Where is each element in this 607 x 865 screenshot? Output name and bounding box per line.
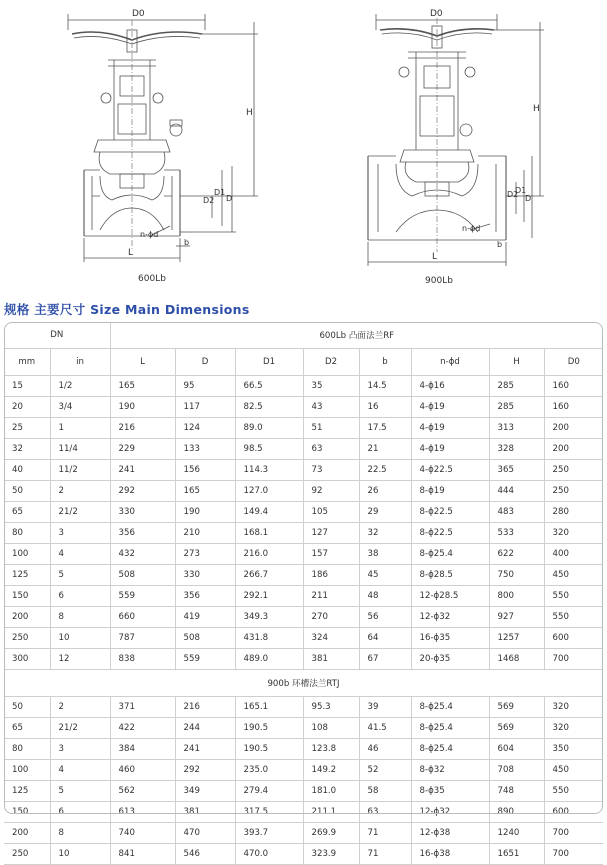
table-cell: 11/4 xyxy=(50,439,110,460)
table-cell: 292 xyxy=(110,481,175,502)
table-cell: 8-ϕ25.4 xyxy=(411,544,489,565)
table-cell: 250 xyxy=(544,460,603,481)
table-cell: 149.2 xyxy=(303,760,359,781)
table-cell: 156 xyxy=(175,460,235,481)
table-cell: 8 xyxy=(50,607,110,628)
dim-label-d0-left: D0 xyxy=(132,9,145,19)
table-cell: 8-ϕ22.5 xyxy=(411,502,489,523)
table-cell: 82.5 xyxy=(235,397,303,418)
table-cell: 51 xyxy=(303,418,359,439)
table-cell: 89.0 xyxy=(235,418,303,439)
table-cell: 127.0 xyxy=(235,481,303,502)
table-cell: 63 xyxy=(303,439,359,460)
table-cell: 422 xyxy=(110,718,175,739)
table-cell: 381 xyxy=(303,649,359,670)
table-cell: 470.0 xyxy=(235,844,303,865)
table-cell: 22.5 xyxy=(359,460,411,481)
table-cell: 1 xyxy=(50,418,110,439)
table-cell: 211 xyxy=(303,586,359,607)
table-cell: 117 xyxy=(175,397,235,418)
dim-label-h-right: H xyxy=(533,104,540,114)
table-cell: 600 xyxy=(544,802,603,823)
table-cell: 604 xyxy=(489,739,544,760)
table-cell: 105 xyxy=(303,502,359,523)
table-cell: 444 xyxy=(489,481,544,502)
table-cell: 4 xyxy=(50,544,110,565)
dim-label-l-right: L xyxy=(432,252,438,262)
table-row xyxy=(4,739,603,760)
table-cell: 12-ϕ38 xyxy=(411,823,489,844)
table-cell: 133 xyxy=(175,439,235,460)
table-cell: 1651 xyxy=(489,844,544,865)
table-cell: 12-ϕ32 xyxy=(411,802,489,823)
table-cell: 168.1 xyxy=(235,523,303,544)
table-cell: 200 xyxy=(544,418,603,439)
table-cell: 550 xyxy=(544,781,603,802)
table-cell: 65 xyxy=(4,718,50,739)
table-cell: 211.1 xyxy=(303,802,359,823)
dim-label-b-right: b xyxy=(497,240,503,249)
col-header: D1 xyxy=(235,349,303,376)
table-cell: 292 xyxy=(175,760,235,781)
table-cell: 149.4 xyxy=(235,502,303,523)
table-row xyxy=(4,760,603,781)
table-cell: 165 xyxy=(110,376,175,397)
table-cell: 8-ϕ19 xyxy=(411,481,489,502)
table-cell: 8-ϕ35 xyxy=(411,781,489,802)
table-cell: 324 xyxy=(303,628,359,649)
section-heading: 规格 主要尺寸 Size Main Dimensions xyxy=(4,302,250,317)
column-header-row xyxy=(4,349,603,376)
table-cell: 216 xyxy=(110,418,175,439)
table-row xyxy=(4,565,603,586)
table-cell: 50 xyxy=(4,481,50,502)
table-cell: 371 xyxy=(110,697,175,718)
table-cell: 708 xyxy=(489,760,544,781)
table-cell: 5 xyxy=(50,781,110,802)
table-cell: 65 xyxy=(4,502,50,523)
table-cell: 2 xyxy=(50,481,110,502)
table-cell: 4-ϕ19 xyxy=(411,397,489,418)
table-cell: 320 xyxy=(544,523,603,544)
table-cell: 190.5 xyxy=(235,718,303,739)
dim-label-nd-right: n-ϕd xyxy=(462,224,481,233)
table-cell: 244 xyxy=(175,718,235,739)
dim-label-d-left: D xyxy=(226,194,233,203)
dn-header: DN xyxy=(4,322,110,349)
table-cell: 700 xyxy=(544,649,603,670)
table-cell: 328 xyxy=(489,439,544,460)
table-cell: 550 xyxy=(544,586,603,607)
table-cell: 330 xyxy=(110,502,175,523)
table-cell: 25 xyxy=(4,418,50,439)
dim-label-l-left: L xyxy=(128,248,134,258)
table-cell: 21 xyxy=(359,439,411,460)
table-cell: 470 xyxy=(175,823,235,844)
table-row xyxy=(4,397,603,418)
table-cell: 200 xyxy=(4,823,50,844)
table-cell: 273 xyxy=(175,544,235,565)
table-cell: 450 xyxy=(544,760,603,781)
table-cell: 100 xyxy=(4,760,50,781)
table-row xyxy=(4,697,603,718)
table-row xyxy=(4,481,603,502)
table-cell: 320 xyxy=(544,718,603,739)
table-cell: 750 xyxy=(489,565,544,586)
table-cell: 622 xyxy=(489,544,544,565)
table-cell: 356 xyxy=(110,523,175,544)
table-cell: 323.9 xyxy=(303,844,359,865)
table-cell: 160 xyxy=(544,376,603,397)
table-cell: 165.1 xyxy=(235,697,303,718)
table-cell: 483 xyxy=(489,502,544,523)
valve-900lb-drawing xyxy=(368,14,544,266)
table-cell: 4 xyxy=(50,760,110,781)
table-cell: 15 xyxy=(4,376,50,397)
table-cell: 52 xyxy=(359,760,411,781)
table-cell: 108 xyxy=(303,718,359,739)
table-cell: 45 xyxy=(359,565,411,586)
col-header: mm xyxy=(4,349,50,376)
table-cell: 50 xyxy=(4,697,50,718)
section2-title: 900b 环槽法兰RTJ xyxy=(4,670,603,697)
table-cell: 4-ϕ16 xyxy=(411,376,489,397)
table-cell: 20 xyxy=(4,397,50,418)
table-cell: 46 xyxy=(359,739,411,760)
table-cell: 279.4 xyxy=(235,781,303,802)
table-cell: 3/4 xyxy=(50,397,110,418)
table-cell: 546 xyxy=(175,844,235,865)
table-cell: 8-ϕ28.5 xyxy=(411,565,489,586)
table-cell: 95.3 xyxy=(303,697,359,718)
table-cell: 6 xyxy=(50,802,110,823)
table-cell: 181.0 xyxy=(303,781,359,802)
table-row xyxy=(4,502,603,523)
table-cell: 285 xyxy=(489,397,544,418)
table-row xyxy=(4,460,603,481)
table-cell: 165 xyxy=(175,481,235,502)
table-cell: 12-ϕ32 xyxy=(411,607,489,628)
dimensions-table xyxy=(4,322,603,865)
caption-900lb: 900Lb xyxy=(425,276,453,286)
dim-label-h-left: H xyxy=(246,108,253,118)
table-cell: 216.0 xyxy=(235,544,303,565)
table-cell: 508 xyxy=(175,628,235,649)
table-cell: 3 xyxy=(50,739,110,760)
dim-label-d1-right: D1 xyxy=(515,186,527,195)
table-cell: 432 xyxy=(110,544,175,565)
table-cell: 460 xyxy=(110,760,175,781)
table-cell: 890 xyxy=(489,802,544,823)
table-row xyxy=(4,376,603,397)
col-header: D2 xyxy=(303,349,359,376)
table-cell: 12 xyxy=(50,649,110,670)
table-cell: 73 xyxy=(303,460,359,481)
table-cell: 356 xyxy=(175,586,235,607)
table-cell: 285 xyxy=(489,376,544,397)
table-cell: 349.3 xyxy=(235,607,303,628)
col-header: b xyxy=(359,349,411,376)
table-cell: 350 xyxy=(544,739,603,760)
table-cell: 125 xyxy=(4,565,50,586)
table-cell: 229 xyxy=(110,439,175,460)
table-cell: 32 xyxy=(4,439,50,460)
table-cell: 16-ϕ35 xyxy=(411,628,489,649)
table-cell: 21/2 xyxy=(50,502,110,523)
table-cell: 95 xyxy=(175,376,235,397)
table-cell: 20-ϕ35 xyxy=(411,649,489,670)
table-row xyxy=(4,781,603,802)
table-cell: 241 xyxy=(175,739,235,760)
table-cell: 100 xyxy=(4,544,50,565)
table-cell: 613 xyxy=(110,802,175,823)
table-cell: 250 xyxy=(544,481,603,502)
col-header: n-ϕd xyxy=(411,349,489,376)
table-row xyxy=(4,418,603,439)
table-cell: 21/2 xyxy=(50,718,110,739)
table-cell: 700 xyxy=(544,844,603,865)
table-cell: 92 xyxy=(303,481,359,502)
dim-label-d2-left: D2 xyxy=(203,196,215,205)
table-cell: 300 xyxy=(4,649,50,670)
table-cell: 10 xyxy=(50,844,110,865)
table-cell: 1240 xyxy=(489,823,544,844)
table-cell: 3 xyxy=(50,523,110,544)
table-cell: 660 xyxy=(110,607,175,628)
table-cell: 748 xyxy=(489,781,544,802)
table-cell: 200 xyxy=(4,607,50,628)
table-cell: 266.7 xyxy=(235,565,303,586)
table-row xyxy=(4,649,603,670)
table-cell: 419 xyxy=(175,607,235,628)
table-cell: 365 xyxy=(489,460,544,481)
table-cell: 4-ϕ22.5 xyxy=(411,460,489,481)
table-cell: 384 xyxy=(110,739,175,760)
table-cell: 2 xyxy=(50,697,110,718)
table-cell: 4-ϕ19 xyxy=(411,418,489,439)
table-cell: 330 xyxy=(175,565,235,586)
table-cell: 700 xyxy=(544,823,603,844)
table-cell: 56 xyxy=(359,607,411,628)
table-cell: 190.5 xyxy=(235,739,303,760)
table-cell: 190 xyxy=(110,397,175,418)
table-cell: 123.8 xyxy=(303,739,359,760)
table-cell: 8-ϕ25.4 xyxy=(411,697,489,718)
table-cell: 71 xyxy=(359,823,411,844)
table-cell: 533 xyxy=(489,523,544,544)
table-cell: 124 xyxy=(175,418,235,439)
table-cell: 150 xyxy=(4,586,50,607)
table-cell: 800 xyxy=(489,586,544,607)
table-cell: 14.5 xyxy=(359,376,411,397)
table-cell: 8-ϕ25.4 xyxy=(411,718,489,739)
table-cell: 190 xyxy=(175,502,235,523)
dim-label-d1-left: D1 xyxy=(214,188,226,197)
table-cell: 63 xyxy=(359,802,411,823)
table-cell: 16 xyxy=(359,397,411,418)
table-cell: 431.8 xyxy=(235,628,303,649)
table-cell: 317.5 xyxy=(235,802,303,823)
dim-label-d-right: D xyxy=(525,194,532,203)
table-cell: 17.5 xyxy=(359,418,411,439)
table-cell: 216 xyxy=(175,697,235,718)
table-cell: 838 xyxy=(110,649,175,670)
table-cell: 280 xyxy=(544,502,603,523)
table-cell: 127 xyxy=(303,523,359,544)
table-cell: 740 xyxy=(110,823,175,844)
table-cell: 269.9 xyxy=(303,823,359,844)
table-cell: 927 xyxy=(489,607,544,628)
table-cell: 98.5 xyxy=(235,439,303,460)
table-cell: 38 xyxy=(359,544,411,565)
table-row xyxy=(4,439,603,460)
table-cell: 43 xyxy=(303,397,359,418)
col-header: D0 xyxy=(544,349,603,376)
table-cell: 186 xyxy=(303,565,359,586)
table-cell: 12-ϕ28.5 xyxy=(411,586,489,607)
table-cell: 250 xyxy=(4,628,50,649)
col-header: in xyxy=(50,349,110,376)
table-cell: 381 xyxy=(175,802,235,823)
table-cell: 559 xyxy=(110,586,175,607)
valve-600lb-drawing xyxy=(68,14,258,262)
caption-600lb: 600Lb xyxy=(138,274,166,284)
table-row xyxy=(4,718,603,739)
table-cell: 1468 xyxy=(489,649,544,670)
table-row xyxy=(4,823,603,844)
table-cell: 569 xyxy=(489,697,544,718)
table-cell: 235.0 xyxy=(235,760,303,781)
table-cell: 32 xyxy=(359,523,411,544)
table-title-row xyxy=(4,322,603,349)
table-cell: 64 xyxy=(359,628,411,649)
table-cell: 114.3 xyxy=(235,460,303,481)
table-cell: 41.5 xyxy=(359,718,411,739)
table-cell: 80 xyxy=(4,523,50,544)
table-cell: 6 xyxy=(50,586,110,607)
table-cell: 11/2 xyxy=(50,460,110,481)
table-cell: 125 xyxy=(4,781,50,802)
table-cell: 8-ϕ22.5 xyxy=(411,523,489,544)
table-cell: 16-ϕ38 xyxy=(411,844,489,865)
table-cell: 210 xyxy=(175,523,235,544)
table-cell: 157 xyxy=(303,544,359,565)
col-header: L xyxy=(110,349,175,376)
table-cell: 80 xyxy=(4,739,50,760)
table-cell: 8-ϕ25.4 xyxy=(411,739,489,760)
table-cell: 58 xyxy=(359,781,411,802)
table-cell: 250 xyxy=(4,844,50,865)
table-row xyxy=(4,844,603,865)
table-row xyxy=(4,607,603,628)
section1-title: 600Lb 凸面法兰RF xyxy=(110,322,603,349)
table-cell: 508 xyxy=(110,565,175,586)
table-cell: 320 xyxy=(544,697,603,718)
table-cell: 67 xyxy=(359,649,411,670)
table-cell: 39 xyxy=(359,697,411,718)
dim-label-b-left: b xyxy=(184,238,190,247)
valve-drawings-svg xyxy=(0,0,607,300)
table-cell: 8-ϕ32 xyxy=(411,760,489,781)
table-cell: 562 xyxy=(110,781,175,802)
table-row xyxy=(4,544,603,565)
table-row xyxy=(4,586,603,607)
table-cell: 450 xyxy=(544,565,603,586)
table-cell: 48 xyxy=(359,586,411,607)
table-cell: 313 xyxy=(489,418,544,439)
dim-label-d0-right: D0 xyxy=(430,9,443,19)
table-cell: 200 xyxy=(544,439,603,460)
table-cell: 270 xyxy=(303,607,359,628)
table-cell: 4-ϕ19 xyxy=(411,439,489,460)
table-cell: 292.1 xyxy=(235,586,303,607)
table-cell: 241 xyxy=(110,460,175,481)
table-cell: 349 xyxy=(175,781,235,802)
table-cell: 559 xyxy=(175,649,235,670)
table-cell: 10 xyxy=(50,628,110,649)
col-header: H xyxy=(489,349,544,376)
table-row xyxy=(4,523,603,544)
table-cell: 71 xyxy=(359,844,411,865)
section2-title-row xyxy=(4,670,603,697)
table-row xyxy=(4,802,603,823)
table-cell: 150 xyxy=(4,802,50,823)
table-cell: 1/2 xyxy=(50,376,110,397)
dim-label-d2-right: D2 xyxy=(507,190,519,199)
table-cell: 160 xyxy=(544,397,603,418)
table-cell: 787 xyxy=(110,628,175,649)
table-row xyxy=(4,628,603,649)
table-cell: 841 xyxy=(110,844,175,865)
valve-drawings xyxy=(0,0,607,300)
table-cell: 29 xyxy=(359,502,411,523)
table-cell: 5 xyxy=(50,565,110,586)
table-cell: 66.5 xyxy=(235,376,303,397)
table-cell: 569 xyxy=(489,718,544,739)
table-cell: 393.7 xyxy=(235,823,303,844)
table-cell: 400 xyxy=(544,544,603,565)
table-cell: 26 xyxy=(359,481,411,502)
table-cell: 35 xyxy=(303,376,359,397)
table-cell: 600 xyxy=(544,628,603,649)
table-cell: 8 xyxy=(50,823,110,844)
table-cell: 550 xyxy=(544,607,603,628)
col-header: D xyxy=(175,349,235,376)
table-cell: 489.0 xyxy=(235,649,303,670)
dim-label-nd-left: n-ϕd xyxy=(140,230,159,239)
table-cell: 40 xyxy=(4,460,50,481)
table-cell: 1257 xyxy=(489,628,544,649)
